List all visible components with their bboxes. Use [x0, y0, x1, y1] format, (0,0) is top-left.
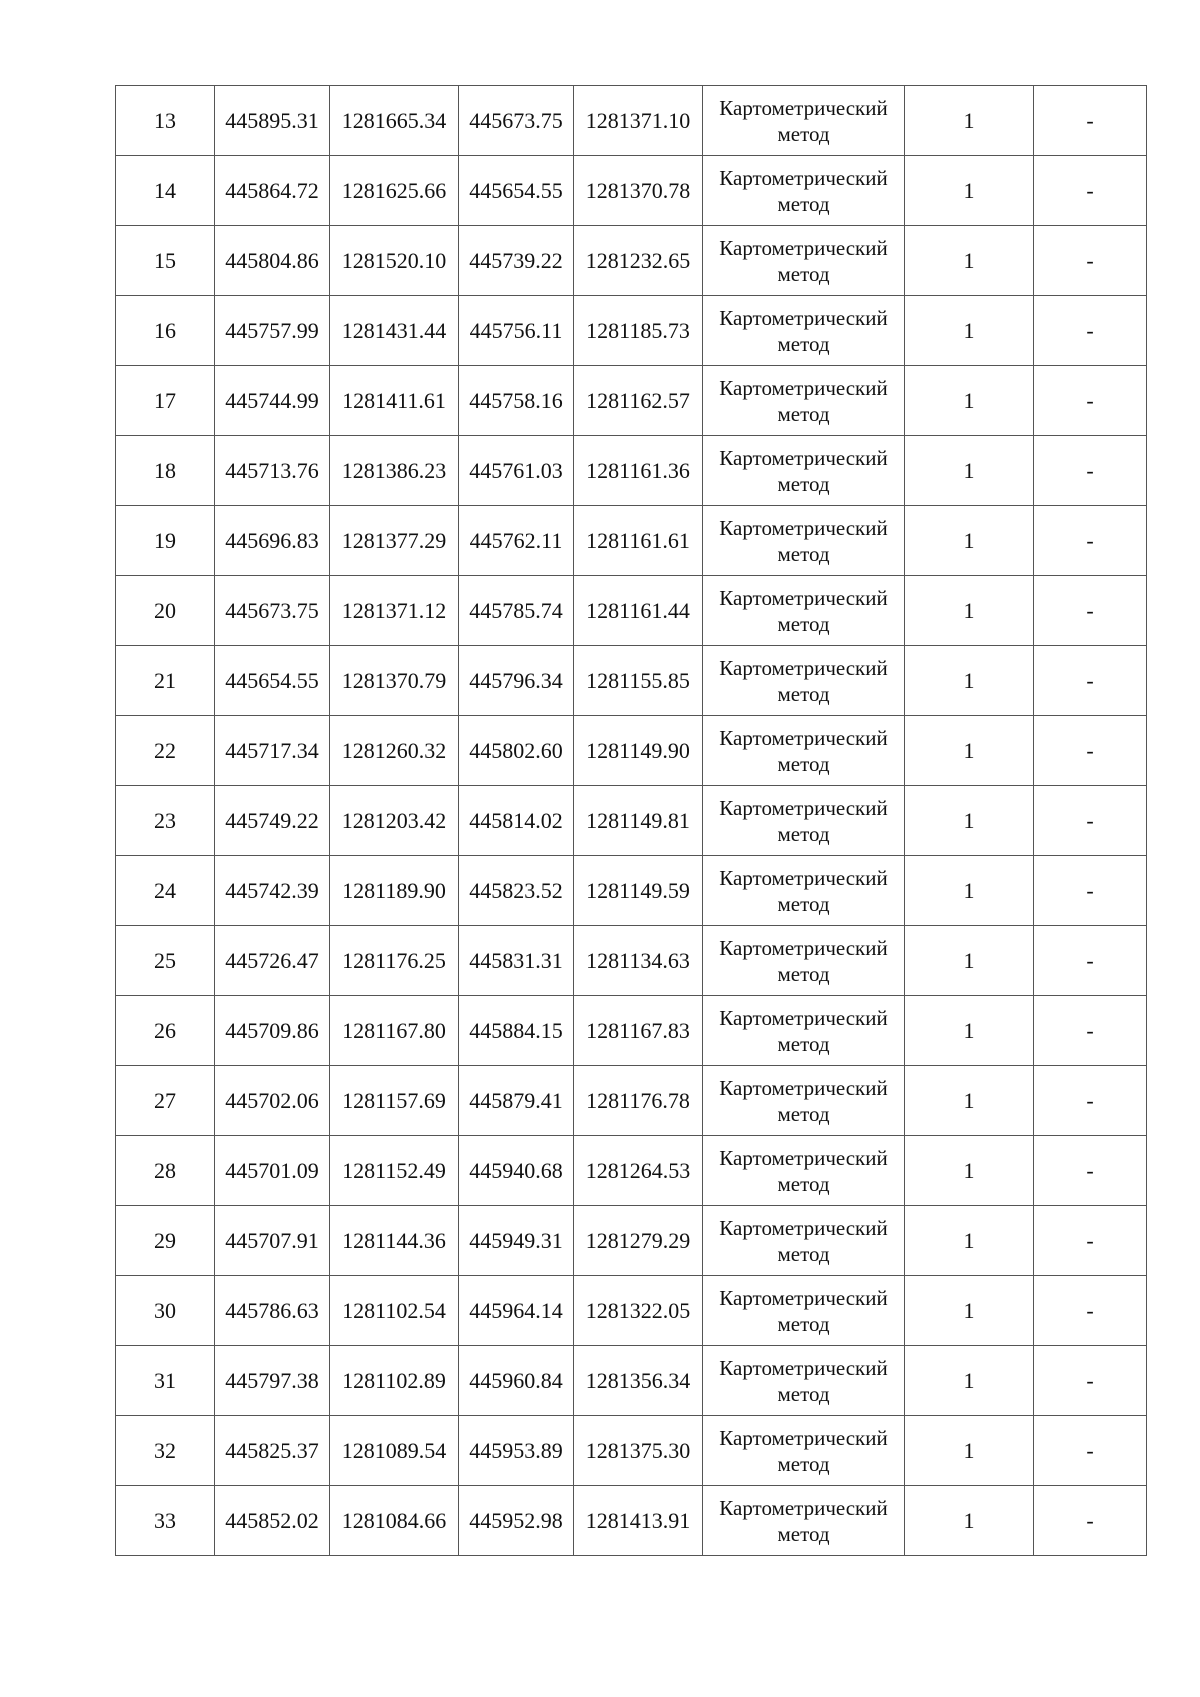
- y-coordinate-cell: 1281167.80: [330, 996, 459, 1066]
- method-label-line1: Картометрический: [719, 585, 888, 610]
- x-coordinate-2-cell: 445884.15: [459, 996, 574, 1066]
- x-coordinate-2-cell: 445960.84: [459, 1346, 574, 1416]
- point-number-cell: 17: [116, 366, 215, 436]
- point-number-cell: 21: [116, 646, 215, 716]
- x-coordinate-cell: 445804.86: [215, 226, 330, 296]
- table-row: [116, 86, 1147, 156]
- accuracy-cell: 1: [905, 156, 1034, 226]
- x-coordinate-2-cell: 445762.11: [459, 506, 574, 576]
- method-label-line2: метод: [777, 121, 830, 146]
- point-number-cell: 30: [116, 1276, 215, 1346]
- x-coordinate-cell: 445864.72: [215, 156, 330, 226]
- y-coordinate-2-cell: 1281134.63: [574, 926, 703, 996]
- method-label-line2: метод: [777, 891, 830, 916]
- method-label-line2: метод: [777, 1451, 830, 1476]
- accuracy-cell: 1: [905, 786, 1034, 856]
- accuracy-cell: 1: [905, 576, 1034, 646]
- note-cell: -: [1034, 86, 1147, 156]
- x-coordinate-cell: 445713.76: [215, 436, 330, 506]
- point-number-cell: 22: [116, 716, 215, 786]
- table-row: [116, 1486, 1147, 1556]
- table-body: [116, 86, 1147, 1556]
- method-cell: [703, 366, 905, 436]
- x-coordinate-cell: 445786.63: [215, 1276, 330, 1346]
- method-cell: [703, 436, 905, 506]
- point-number-cell: 15: [116, 226, 215, 296]
- x-coordinate-2-cell: 445831.31: [459, 926, 574, 996]
- x-coordinate-2-cell: 445940.68: [459, 1136, 574, 1206]
- accuracy-cell: 1: [905, 1066, 1034, 1136]
- method-cell: [703, 646, 905, 716]
- note-cell: -: [1034, 646, 1147, 716]
- point-number-cell: 23: [116, 786, 215, 856]
- table-row: [116, 576, 1147, 646]
- note-cell: -: [1034, 716, 1147, 786]
- point-number-cell: 16: [116, 296, 215, 366]
- method-cell: [703, 1486, 905, 1556]
- accuracy-cell: 1: [905, 506, 1034, 576]
- method-cell: [703, 1276, 905, 1346]
- method-label-line1: Картометрический: [719, 1215, 888, 1240]
- y-coordinate-cell: 1281377.29: [330, 506, 459, 576]
- y-coordinate-2-cell: 1281322.05: [574, 1276, 703, 1346]
- accuracy-cell: 1: [905, 366, 1034, 436]
- method-label-line1: Картометрический: [719, 445, 888, 470]
- table-row: [116, 1206, 1147, 1276]
- method-cell: [703, 156, 905, 226]
- note-cell: -: [1034, 506, 1147, 576]
- x-coordinate-cell: 445797.38: [215, 1346, 330, 1416]
- point-number-cell: 32: [116, 1416, 215, 1486]
- table-row: [116, 786, 1147, 856]
- point-number-cell: 29: [116, 1206, 215, 1276]
- table-row: [116, 436, 1147, 506]
- x-coordinate-2-cell: 445673.75: [459, 86, 574, 156]
- x-coordinate-2-cell: 445758.16: [459, 366, 574, 436]
- point-number-cell: 13: [116, 86, 215, 156]
- method-cell: [703, 1206, 905, 1276]
- y-coordinate-2-cell: 1281370.78: [574, 156, 703, 226]
- note-cell: -: [1034, 1346, 1147, 1416]
- accuracy-cell: 1: [905, 1276, 1034, 1346]
- note-cell: -: [1034, 1206, 1147, 1276]
- table-row: [116, 716, 1147, 786]
- x-coordinate-cell: 445757.99: [215, 296, 330, 366]
- table-row: [116, 156, 1147, 226]
- method-cell: [703, 296, 905, 366]
- method-label-line2: метод: [777, 961, 830, 986]
- y-coordinate-2-cell: 1281356.34: [574, 1346, 703, 1416]
- method-label-line1: Картометрический: [719, 865, 888, 890]
- y-coordinate-cell: 1281102.54: [330, 1276, 459, 1346]
- note-cell: -: [1034, 366, 1147, 436]
- x-coordinate-2-cell: 445796.34: [459, 646, 574, 716]
- table-row: [116, 226, 1147, 296]
- method-label-line2: метод: [777, 1101, 830, 1126]
- point-number-cell: 19: [116, 506, 215, 576]
- note-cell: -: [1034, 926, 1147, 996]
- x-coordinate-cell: 445744.99: [215, 366, 330, 436]
- method-label-line1: Картометрический: [719, 235, 888, 260]
- method-cell: [703, 1136, 905, 1206]
- method-label-line1: Картометрический: [719, 795, 888, 820]
- note-cell: -: [1034, 576, 1147, 646]
- y-coordinate-cell: 1281102.89: [330, 1346, 459, 1416]
- accuracy-cell: 1: [905, 716, 1034, 786]
- x-coordinate-2-cell: 445785.74: [459, 576, 574, 646]
- x-coordinate-2-cell: 445949.31: [459, 1206, 574, 1276]
- x-coordinate-2-cell: 445761.03: [459, 436, 574, 506]
- table-row: [116, 296, 1147, 366]
- method-label-line2: метод: [777, 751, 830, 776]
- y-coordinate-cell: 1281370.79: [330, 646, 459, 716]
- method-cell: [703, 786, 905, 856]
- method-cell: [703, 926, 905, 996]
- y-coordinate-cell: 1281665.34: [330, 86, 459, 156]
- accuracy-cell: 1: [905, 1416, 1034, 1486]
- method-cell: [703, 1416, 905, 1486]
- note-cell: -: [1034, 226, 1147, 296]
- y-coordinate-cell: 1281625.66: [330, 156, 459, 226]
- x-coordinate-cell: 445726.47: [215, 926, 330, 996]
- y-coordinate-2-cell: 1281371.10: [574, 86, 703, 156]
- y-coordinate-cell: 1281203.42: [330, 786, 459, 856]
- x-coordinate-cell: 445654.55: [215, 646, 330, 716]
- accuracy-cell: 1: [905, 1346, 1034, 1416]
- note-cell: -: [1034, 1486, 1147, 1556]
- y-coordinate-2-cell: 1281264.53: [574, 1136, 703, 1206]
- accuracy-cell: 1: [905, 926, 1034, 996]
- x-coordinate-2-cell: 445802.60: [459, 716, 574, 786]
- y-coordinate-cell: 1281411.61: [330, 366, 459, 436]
- point-number-cell: 25: [116, 926, 215, 996]
- note-cell: -: [1034, 856, 1147, 926]
- x-coordinate-2-cell: 445654.55: [459, 156, 574, 226]
- x-coordinate-cell: 445707.91: [215, 1206, 330, 1276]
- x-coordinate-2-cell: 445814.02: [459, 786, 574, 856]
- x-coordinate-cell: 445717.34: [215, 716, 330, 786]
- x-coordinate-cell: 445852.02: [215, 1486, 330, 1556]
- method-label-line1: Картометрический: [719, 1495, 888, 1520]
- y-coordinate-cell: 1281089.54: [330, 1416, 459, 1486]
- x-coordinate-2-cell: 445964.14: [459, 1276, 574, 1346]
- method-label-line1: Картометрический: [719, 725, 888, 750]
- x-coordinate-2-cell: 445879.41: [459, 1066, 574, 1136]
- method-cell: [703, 996, 905, 1066]
- y-coordinate-2-cell: 1281375.30: [574, 1416, 703, 1486]
- y-coordinate-2-cell: 1281149.81: [574, 786, 703, 856]
- table-row: [116, 646, 1147, 716]
- note-cell: -: [1034, 436, 1147, 506]
- method-label-line1: Картометрический: [719, 1075, 888, 1100]
- accuracy-cell: 1: [905, 436, 1034, 506]
- method-label-line2: метод: [777, 1241, 830, 1266]
- method-label-line1: Картометрический: [719, 95, 888, 120]
- y-coordinate-cell: 1281260.32: [330, 716, 459, 786]
- y-coordinate-2-cell: 1281161.44: [574, 576, 703, 646]
- point-number-cell: 14: [116, 156, 215, 226]
- table-row: [116, 856, 1147, 926]
- table-row: [116, 1346, 1147, 1416]
- y-coordinate-cell: 1281084.66: [330, 1486, 459, 1556]
- method-cell: [703, 1346, 905, 1416]
- method-label-line1: Картометрический: [719, 1425, 888, 1450]
- method-cell: [703, 506, 905, 576]
- accuracy-cell: 1: [905, 996, 1034, 1066]
- note-cell: -: [1034, 786, 1147, 856]
- note-cell: -: [1034, 1276, 1147, 1346]
- y-coordinate-cell: 1281189.90: [330, 856, 459, 926]
- method-cell: [703, 86, 905, 156]
- method-label-line2: метод: [777, 1521, 830, 1546]
- method-label-line2: метод: [777, 191, 830, 216]
- y-coordinate-2-cell: 1281167.83: [574, 996, 703, 1066]
- x-coordinate-cell: 445742.39: [215, 856, 330, 926]
- coordinates-table: [115, 85, 1147, 1556]
- table-row: [116, 996, 1147, 1066]
- accuracy-cell: 1: [905, 86, 1034, 156]
- table-row: [116, 506, 1147, 576]
- accuracy-cell: 1: [905, 1206, 1034, 1276]
- point-number-cell: 33: [116, 1486, 215, 1556]
- point-number-cell: 31: [116, 1346, 215, 1416]
- method-label-line1: Картометрический: [719, 375, 888, 400]
- accuracy-cell: 1: [905, 1136, 1034, 1206]
- x-coordinate-cell: 445701.09: [215, 1136, 330, 1206]
- method-label-line2: метод: [777, 541, 830, 566]
- method-label-line1: Картометрический: [719, 515, 888, 540]
- accuracy-cell: 1: [905, 296, 1034, 366]
- y-coordinate-cell: 1281152.49: [330, 1136, 459, 1206]
- y-coordinate-2-cell: 1281162.57: [574, 366, 703, 436]
- table-row: [116, 926, 1147, 996]
- method-label-line1: Картометрический: [719, 655, 888, 680]
- note-cell: -: [1034, 996, 1147, 1066]
- y-coordinate-cell: 1281157.69: [330, 1066, 459, 1136]
- y-coordinate-cell: 1281386.23: [330, 436, 459, 506]
- y-coordinate-2-cell: 1281232.65: [574, 226, 703, 296]
- y-coordinate-cell: 1281176.25: [330, 926, 459, 996]
- accuracy-cell: 1: [905, 856, 1034, 926]
- method-cell: [703, 856, 905, 926]
- point-number-cell: 24: [116, 856, 215, 926]
- method-label-line2: метод: [777, 471, 830, 496]
- x-coordinate-2-cell: 445739.22: [459, 226, 574, 296]
- method-label-line2: метод: [777, 681, 830, 706]
- point-number-cell: 20: [116, 576, 215, 646]
- accuracy-cell: 1: [905, 1486, 1034, 1556]
- y-coordinate-2-cell: 1281185.73: [574, 296, 703, 366]
- method-cell: [703, 1066, 905, 1136]
- method-label-line2: метод: [777, 1171, 830, 1196]
- y-coordinate-cell: 1281520.10: [330, 226, 459, 296]
- table-row: [116, 366, 1147, 436]
- point-number-cell: 26: [116, 996, 215, 1066]
- method-label-line2: метод: [777, 401, 830, 426]
- table-row: [116, 1066, 1147, 1136]
- table-row: [116, 1136, 1147, 1206]
- x-coordinate-cell: 445895.31: [215, 86, 330, 156]
- x-coordinate-cell: 445709.86: [215, 996, 330, 1066]
- x-coordinate-cell: 445673.75: [215, 576, 330, 646]
- table-row: [116, 1416, 1147, 1486]
- x-coordinate-2-cell: 445953.89: [459, 1416, 574, 1486]
- method-label-line2: метод: [777, 1031, 830, 1056]
- y-coordinate-2-cell: 1281161.61: [574, 506, 703, 576]
- y-coordinate-cell: 1281431.44: [330, 296, 459, 366]
- y-coordinate-cell: 1281144.36: [330, 1206, 459, 1276]
- point-number-cell: 18: [116, 436, 215, 506]
- y-coordinate-2-cell: 1281149.59: [574, 856, 703, 926]
- method-label-line1: Картометрический: [719, 1285, 888, 1310]
- method-label-line2: метод: [777, 1381, 830, 1406]
- accuracy-cell: 1: [905, 646, 1034, 716]
- method-label-line1: Картометрический: [719, 305, 888, 330]
- x-coordinate-2-cell: 445823.52: [459, 856, 574, 926]
- y-coordinate-2-cell: 1281413.91: [574, 1486, 703, 1556]
- point-number-cell: 27: [116, 1066, 215, 1136]
- accuracy-cell: 1: [905, 226, 1034, 296]
- x-coordinate-cell: 445749.22: [215, 786, 330, 856]
- method-label-line1: Картометрический: [719, 935, 888, 960]
- table-row: [116, 1276, 1147, 1346]
- method-label-line1: Картометрический: [719, 1005, 888, 1030]
- y-coordinate-2-cell: 1281155.85: [574, 646, 703, 716]
- note-cell: -: [1034, 1416, 1147, 1486]
- method-label-line2: метод: [777, 1311, 830, 1336]
- note-cell: -: [1034, 1066, 1147, 1136]
- y-coordinate-2-cell: 1281149.90: [574, 716, 703, 786]
- x-coordinate-2-cell: 445756.11: [459, 296, 574, 366]
- x-coordinate-cell: 445696.83: [215, 506, 330, 576]
- method-label-line1: Картометрический: [719, 1355, 888, 1380]
- method-label-line2: метод: [777, 821, 830, 846]
- method-cell: [703, 226, 905, 296]
- x-coordinate-cell: 445825.37: [215, 1416, 330, 1486]
- note-cell: -: [1034, 156, 1147, 226]
- method-cell: [703, 576, 905, 646]
- y-coordinate-2-cell: 1281176.78: [574, 1066, 703, 1136]
- method-label-line2: метод: [777, 611, 830, 636]
- x-coordinate-2-cell: 445952.98: [459, 1486, 574, 1556]
- y-coordinate-2-cell: 1281161.36: [574, 436, 703, 506]
- method-label-line1: Картометрический: [719, 165, 888, 190]
- note-cell: -: [1034, 1136, 1147, 1206]
- method-cell: [703, 716, 905, 786]
- x-coordinate-cell: 445702.06: [215, 1066, 330, 1136]
- method-label-line1: Картометрический: [719, 1145, 888, 1170]
- point-number-cell: 28: [116, 1136, 215, 1206]
- y-coordinate-2-cell: 1281279.29: [574, 1206, 703, 1276]
- method-label-line2: метод: [777, 331, 830, 356]
- y-coordinate-cell: 1281371.12: [330, 576, 459, 646]
- method-label-line2: метод: [777, 261, 830, 286]
- note-cell: -: [1034, 296, 1147, 366]
